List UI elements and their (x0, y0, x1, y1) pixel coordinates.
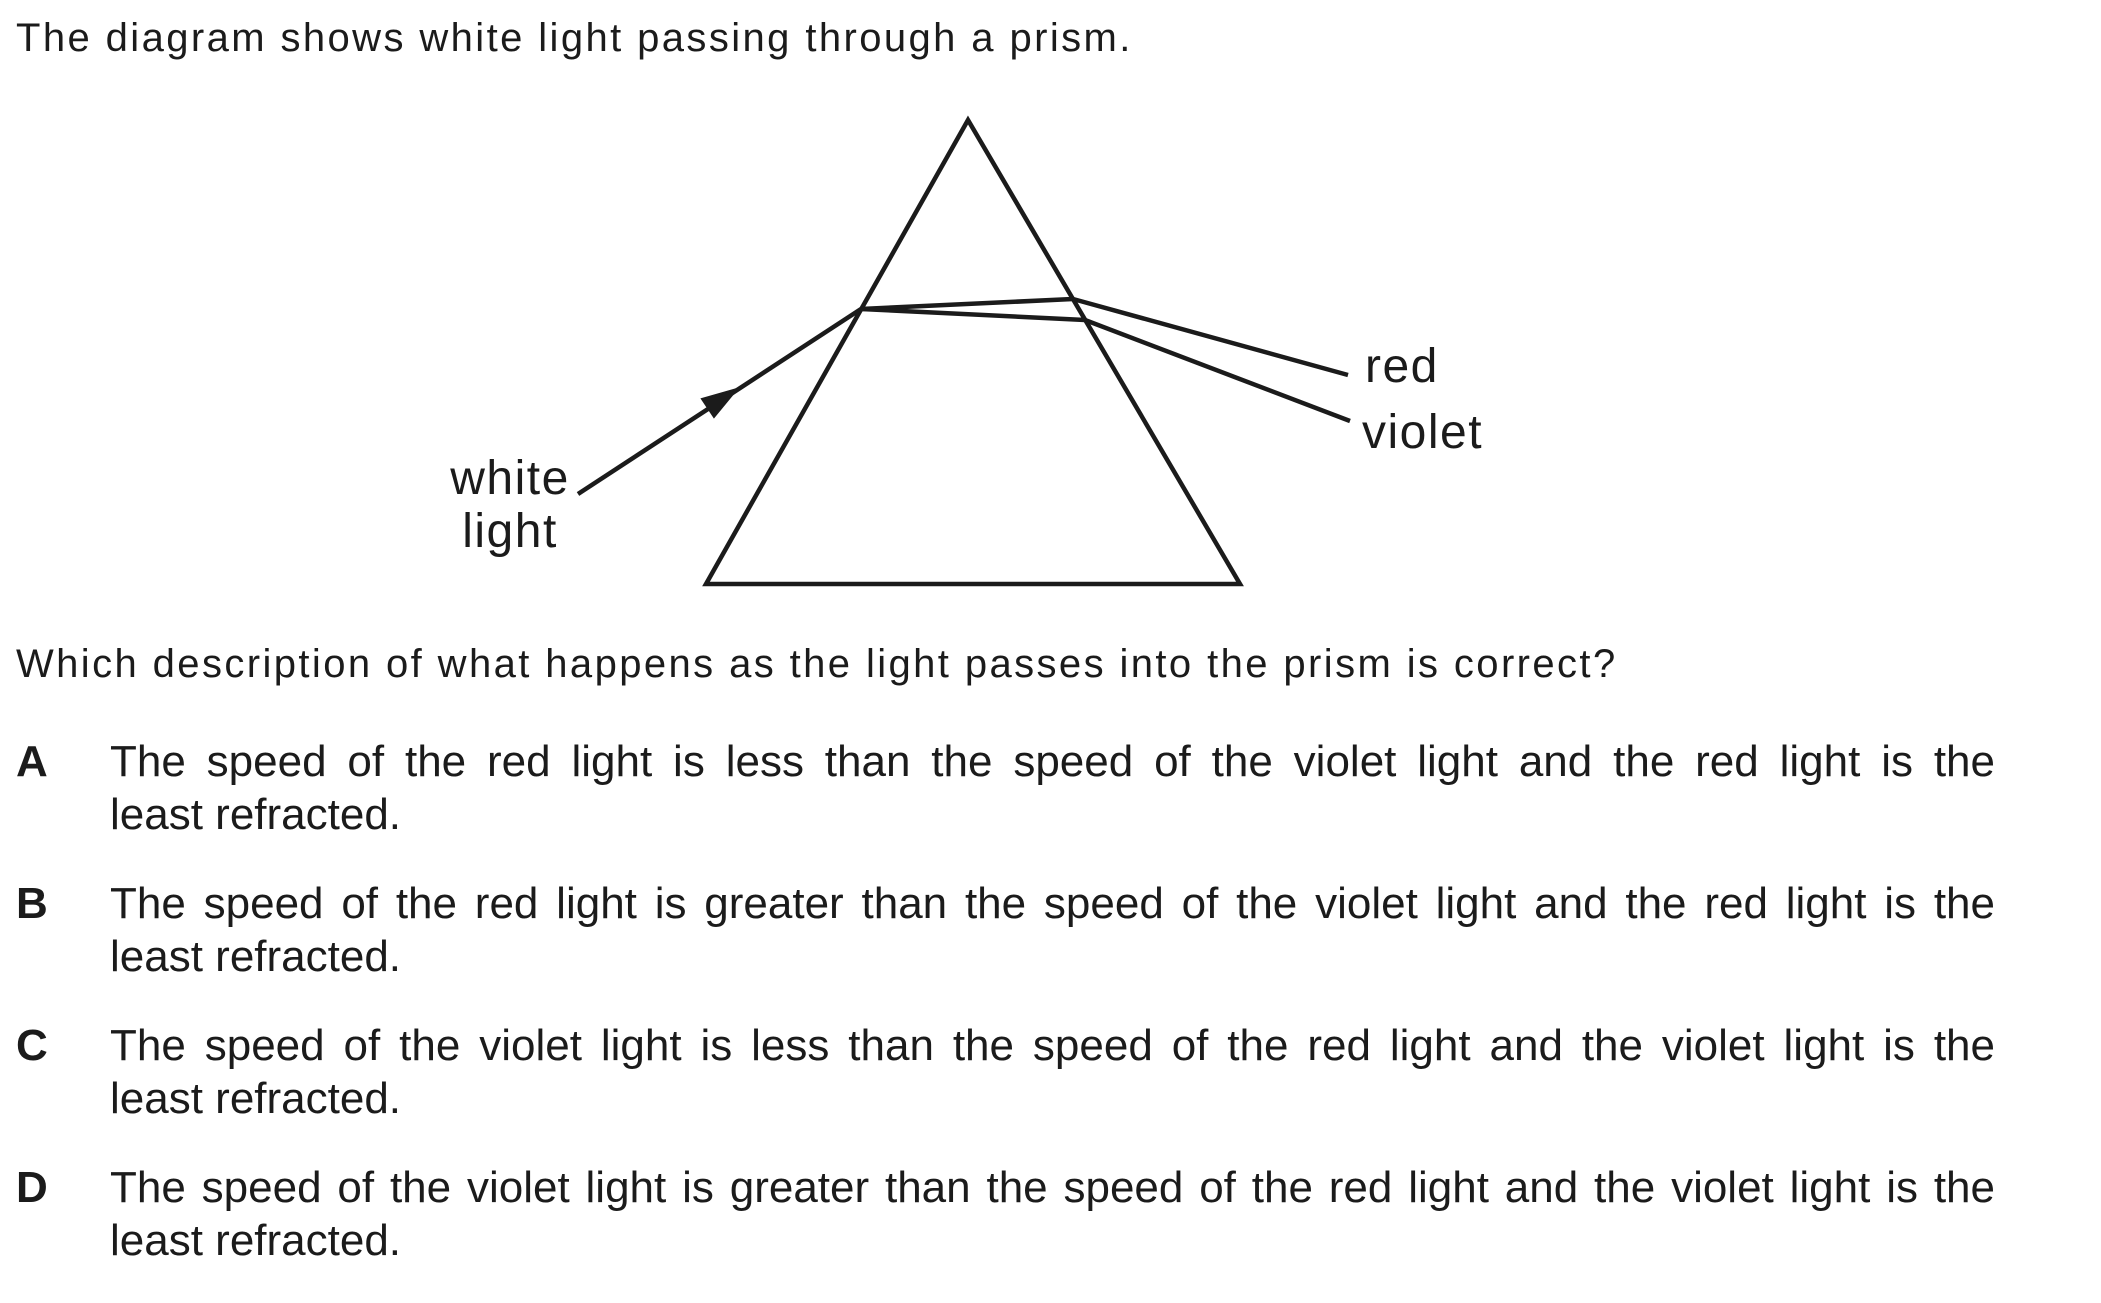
red-ray-label: red (1365, 340, 1439, 393)
option-letter: A (16, 737, 48, 786)
violet-ray-inside-prism (861, 309, 1085, 320)
question-text: Which description of what happens as the light passes into the prism is correct? (16, 642, 1618, 686)
option-text-line2: least refracted. (110, 1074, 402, 1123)
option-text-line2: least refracted. (110, 790, 402, 839)
violet-ray-label: violet (1362, 406, 1484, 459)
option-text (110, 1019, 1995, 1125)
option-text-line1: The speed of the red light is greater than the speed of the violet light and the red light is the (110, 879, 1995, 928)
ray-direction-arrowhead (702, 389, 737, 417)
option-row-a (16, 735, 1995, 841)
intro-text: The diagram shows white light passing through a prism. (16, 16, 1133, 60)
option-text-line2: least refracted. (110, 1216, 402, 1265)
option-text-line1: The speed of the red light is less than the speed of the violet light and the red light is the (110, 737, 1995, 786)
option-text (110, 1161, 1995, 1267)
option-text-line1: The speed of the violet light is less than the speed of the red light and the violet light is the (110, 1021, 1995, 1070)
option-text-line2: least refracted. (110, 932, 402, 981)
option-letter: D (16, 1163, 48, 1212)
option-letter: C (16, 1021, 48, 1070)
prism-outline (706, 120, 1240, 584)
white-light-label-line2: light (462, 505, 558, 558)
options-list (16, 735, 1995, 1303)
violet-ray-exit (1085, 320, 1350, 421)
option-row-c (16, 1019, 1995, 1125)
red-ray-exit (1073, 299, 1348, 375)
option-text (110, 735, 1995, 841)
option-text-line1: The speed of the violet light is greater than the speed of the red light and the violet light is the (110, 1163, 1995, 1212)
option-row-d (16, 1161, 1995, 1267)
red-ray-inside-prism (861, 299, 1073, 309)
option-text (110, 877, 1995, 983)
white-light-label-line1: white (450, 452, 570, 505)
white-light-label (430, 452, 590, 558)
option-letter: B (16, 879, 48, 928)
option-row-b (16, 877, 1995, 983)
